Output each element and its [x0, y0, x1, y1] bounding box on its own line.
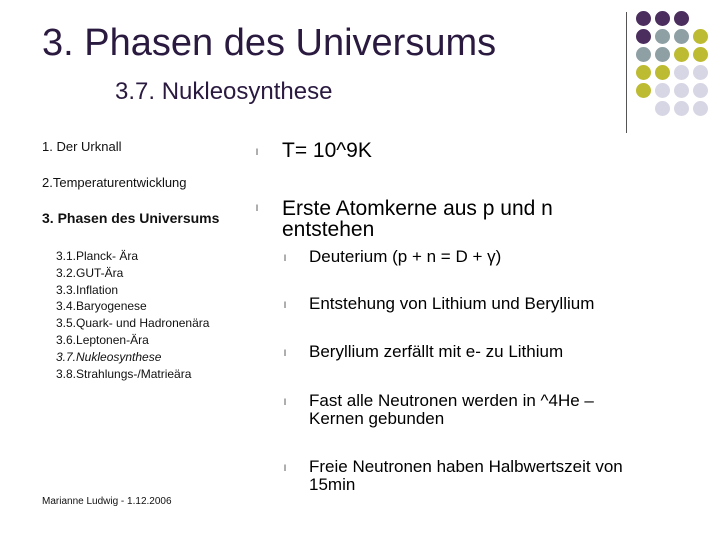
decorative-dot [655, 83, 670, 98]
decorative-dot [655, 101, 670, 116]
subbullet-beryllium-decay: Beryllium zerfällt mit e- zu Lithium [309, 342, 564, 361]
decorative-dot [636, 11, 651, 26]
decorative-dot [636, 29, 651, 44]
nav-subitem: 3.5.Quark- und Hadronenära [56, 316, 210, 331]
decorative-dot [674, 65, 689, 80]
decorative-dot [674, 47, 689, 62]
nav-subitem: 3.4.Baryogenese [56, 299, 147, 314]
decorative-dot [674, 83, 689, 98]
decorative-dot [655, 29, 670, 44]
nav-subitem: 3.2.GUT-Ära [56, 265, 124, 280]
bullet-marker: l [284, 253, 286, 263]
footer-author-date: Marianne Ludwig - 1.12.2006 [42, 496, 172, 507]
subbullet-lithium-beryllium: Entstehung von Lithium und Beryllium [309, 294, 595, 313]
decorative-dot [674, 29, 689, 44]
decorative-dot [636, 83, 651, 98]
page-title: 3. Phasen des Universums [42, 22, 497, 64]
decorative-dot [655, 65, 670, 80]
bullet-marker: l [284, 397, 286, 407]
nav-subitem-current: 3.7.Nukleosynthese [56, 349, 162, 364]
nav-subitem: 3.8.Strahlungs-/Matrieära [56, 366, 192, 381]
bullet-atomkerne: Erste Atomkerne aus p und n entstehen [282, 197, 553, 241]
nav-item-phasen: 3. Phasen des Universums [42, 210, 220, 226]
divider-line [626, 12, 627, 133]
nav-subitem: 3.3.Inflation [56, 282, 119, 297]
bullet-marker: l [284, 348, 286, 358]
decorative-dot [693, 65, 708, 80]
bullet-marker: l [256, 147, 258, 157]
bullet-marker: l [284, 463, 286, 473]
nav-item-temperaturentwicklung: 2.Temperaturentwicklung [42, 175, 187, 190]
subbullet-deuterium: Deuterium (p + n = D + γ) [309, 247, 502, 266]
subbullet-halbwertszeit: Freie Neutronen haben Halbwertszeit von 15min [309, 457, 623, 494]
nav-subitem: 3.6.Leptonen-Ära [56, 332, 149, 347]
decorative-dot [693, 29, 708, 44]
bullet-marker: l [256, 203, 258, 213]
nav-subitem: 3.1.Planck- Ära [56, 249, 139, 263]
decorative-dot [693, 83, 708, 98]
decorative-dot [693, 101, 708, 116]
bullet-marker: l [284, 300, 286, 310]
decorative-dot [693, 47, 708, 62]
nav-subitem-list [56, 248, 209, 382]
subbullet-neutronen-helium: Fast alle Neutronen werden in ^4He – Kernen gebunden [309, 391, 594, 428]
decorative-dot-grid [636, 11, 720, 121]
decorative-dot [674, 101, 689, 116]
bullet-temperature: T= 10^9K [282, 139, 372, 162]
nav-item-urknall: 1. Der Urknall [42, 139, 122, 154]
decorative-dot [674, 11, 689, 26]
decorative-dot [655, 47, 670, 62]
page-subtitle: 3.7. Nukleosynthese [115, 78, 333, 105]
decorative-dot [636, 65, 651, 80]
decorative-dot [636, 47, 651, 62]
decorative-dot [655, 11, 670, 26]
